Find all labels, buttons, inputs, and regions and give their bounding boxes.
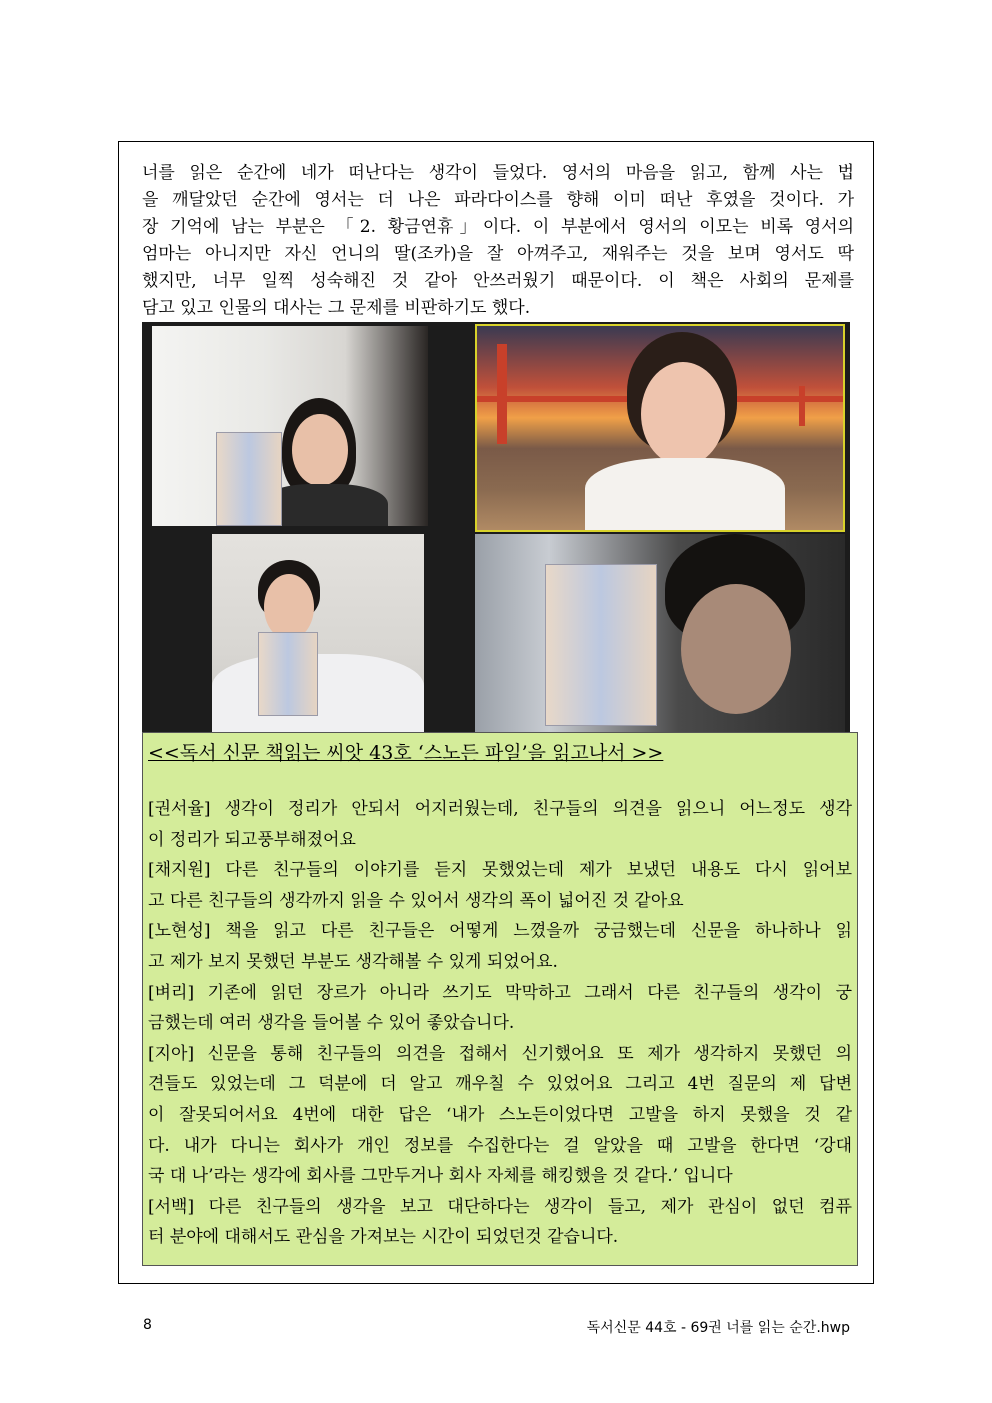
book-shape bbox=[216, 432, 282, 526]
review-comments bbox=[148, 794, 852, 1253]
face-shape bbox=[264, 574, 314, 640]
book-shape bbox=[545, 564, 657, 726]
bridge-tower-shape bbox=[799, 386, 805, 426]
review-line: 이 정리가 되고풍부해졌어요 bbox=[148, 829, 356, 850]
participant-tile-4 bbox=[475, 534, 845, 732]
review-line: [채지원] 다른 친구들의 이야기를 듣지 못했었는데 제가 보냈던 내용도 다시 읽어보 bbox=[148, 860, 852, 881]
review-title: <<독서 신문 책읽는 씨앗 43호 ‘스노든 파일’을 읽고나서 >> bbox=[148, 742, 664, 764]
review-line: [지아] 신문을 통해 친구들의 의견을 접해서 신기했어요 또 제가 생각하지 못했던 의 bbox=[148, 1043, 852, 1064]
review-line: 고 제가 보지 못했던 부분도 생각해볼 수 있게 되었어요. bbox=[148, 951, 558, 972]
intro-line: 너를 읽은 순간에 네가 떠난다는 생각이 들었다. 영서의 마음을 읽고, 함께 사는 법 bbox=[142, 163, 855, 183]
review-line: [벼리] 기존에 읽던 장르가 아니라 쓰기도 막막하고 그래서 다른 친구들의 생각이 궁 bbox=[148, 982, 852, 1003]
review-line: 견들도 있었는데 그 덕분에 더 알고 깨우칠 수 있었어요 그리고 4번 질문의 제 답변 bbox=[148, 1074, 852, 1095]
face-shape bbox=[641, 362, 725, 466]
face-shape bbox=[292, 414, 348, 486]
intro-line: 장 기억에 남는 부분은 「2. 황금연휴」이다. 이 부분에서 영서의 이모는 비록 영서의 bbox=[142, 217, 854, 237]
participant-tile-3 bbox=[212, 534, 424, 732]
shirt-shape bbox=[585, 458, 785, 532]
participant-tile-1 bbox=[152, 326, 428, 526]
bridge-tower-shape bbox=[497, 344, 507, 444]
review-line: 이 잘못되어서요 4번에 대한 답은 ‘내가 스노든이었다면 고발을 하지 못했을 것 같 bbox=[148, 1104, 852, 1125]
page-number: 8 bbox=[143, 1317, 152, 1333]
participant-tile-2 bbox=[475, 324, 845, 532]
review-line: 터 분야에 대해서도 관심을 가져보는 시간이 되었던것 같습니다. bbox=[148, 1227, 619, 1248]
file-name: 독서신문 44호 - 69권 너를 읽는 순간.hwp bbox=[586, 1320, 850, 1336]
intro-line: 했지만, 너무 일찍 성숙해진 것 같아 안쓰러웠기 때문이다. 이 책은 사회의 문제를 bbox=[142, 271, 854, 291]
review-line: 다. 내가 다니는 회사가 개인 정보를 수집한다는 걸 알았을 때 고발을 한다면 ‘강대 bbox=[148, 1135, 852, 1156]
review-line: 금했는데 여러 생각을 들어볼 수 있어 좋았습니다. bbox=[148, 1013, 515, 1034]
intro-paragraph bbox=[142, 160, 854, 322]
face-shape bbox=[681, 584, 791, 714]
shirt-shape bbox=[212, 654, 424, 732]
intro-line: 을 깨달았던 순간에 영서는 더 나은 파라다이스를 향해 이미 떠난 후였을 것이다. 가 bbox=[142, 190, 854, 210]
review-line: [권서율] 생각이 정리가 안되서 어지러웠는데, 친구들의 의견을 읽으니 어느정도 생각 bbox=[148, 799, 852, 819]
review-line: [서백] 다른 친구들의 생각을 보고 대단하다는 생각이 들고, 제가 관심이 없던 컴퓨 bbox=[148, 1196, 852, 1217]
video-call-photo bbox=[142, 322, 850, 732]
book-shape bbox=[258, 632, 318, 716]
intro-line: 엄마는 아니지만 자신 언니의 딸(조카)을 잘 아껴주고, 재워주는 것을 보며 영서도 딱 bbox=[142, 244, 854, 264]
review-line: [노현성] 책을 읽고 다른 친구들은 어떻게 느꼈을까 궁금했는데 신문을 하나하나 읽 bbox=[148, 921, 852, 942]
intro-line: 담고 있고 인물의 대사는 그 문제를 비판하기도 했다. bbox=[142, 298, 531, 318]
review-line: 국 대 나’라는 생각에 회사를 그만두거나 회사 자체를 해킹했을 것 같다.’ 입니다 bbox=[148, 1166, 733, 1187]
review-line: 고 다른 친구들의 생각까지 읽을 수 있어서 생각의 폭이 넓어진 것 같아요 bbox=[148, 890, 684, 911]
